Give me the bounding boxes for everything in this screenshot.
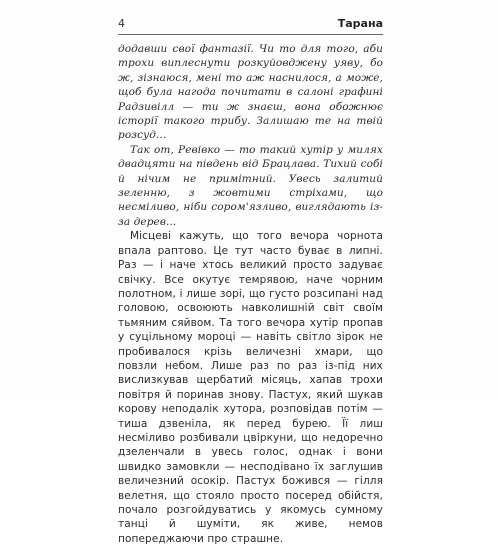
page-number: 4 [118,17,125,30]
letter-paragraph-2: Так от, Ревівко — то такий хутір у милях двадцяти на південь від Брацлава. Тихий собі й нічим не примітний. Увесь залитий зеленню, з жовтими стріхами, що несміливо, ніби сором'язливо, виглядають із-за дерев... [118,143,383,228]
header-rule [118,34,383,35]
running-title: Тарана [337,17,383,30]
page-header [118,17,383,35]
narrative-paragraph: Місцеві кажуть, що того вечора чорнота впала раптово. Це тут часто буває в липні. Раз — і наче хтось великий просто задуває свічку. Все окутує темрявою, наче чорним полотном, і лише зорі, що густо розсипані над головою, освоюють навколишній світ своїм тьмяним сяйвом. Та того вечора хутір пропав у суцільному мороці — навіть світло зірок не пробивалося крізь величезні хмари, що повзли небом. Лише раз по раз із-під них вислизкував щербатий місяць, хапав трохи повітря й поринав знову. Пастух, який шукав корову неподалік хутора, розповідав потім — тиша дзвеніла, як перед бурею. Її лиш несміливо розбивали цвіркуни, що недоречно дзеленчали в увесь голос, однак і вони швидко замовкли — несподівано їх заглушив величезний осокір. Пастух божився — гілля велетня, що стояло просто посеред обійстя, почало розгойдуватись у якомусь сумному танці й шуміти, як живе, немов попереджаючи про страшне. [118,230,383,545]
page-body [118,42,383,546]
letter-paragraph-1: додавши свої фантазії. Чи то для того, аби трохи виплеснути розкуйовджену уяву, бо ж, зізнаюся, мені то аж наснилося, а може, щоб була нагода почитати в салоні графині Радзивілл — ти ж знаєш, вона обожнює історії такого трибу. Залишаю те на твій розсуд... [118,43,383,142]
